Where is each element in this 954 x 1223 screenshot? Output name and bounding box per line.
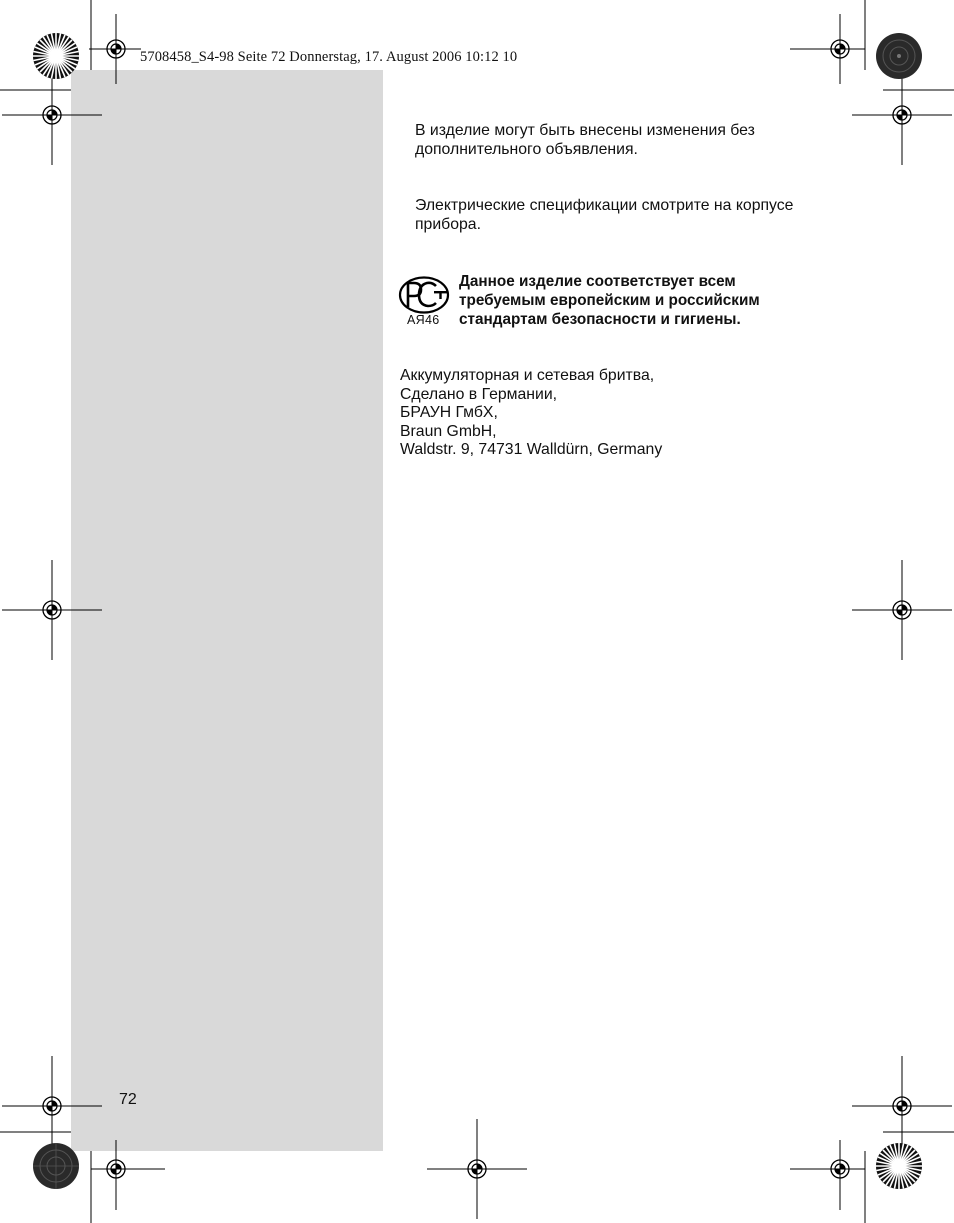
certification-code: АЯ46 [407, 313, 440, 327]
registration-mark-icon [2, 1056, 102, 1156]
registration-mark-icon [2, 560, 102, 660]
star-target-icon [876, 1143, 922, 1189]
text-line: БРАУН ГмбХ, [400, 404, 498, 421]
certification-mark [398, 276, 450, 330]
text-line: Электрические спецификации смотрите на корпусе [415, 197, 794, 214]
text-line: Сделано в Германии, [400, 385, 558, 403]
manufacturer-address [400, 367, 662, 460]
text-line: Waldstr. 9, 74731 Walldürn, Germany [400, 441, 663, 458]
certification-statement [459, 272, 760, 329]
print-slug-header: 5708458_S4-98 Seite 72 Donnerstag, 17. August 2006 10:12 10 [140, 49, 518, 65]
text-line: Braun GmbH, [400, 422, 497, 440]
text-line: Аккумуляторная и сетевая бритва, [400, 367, 655, 384]
gray-target-icon [33, 1143, 79, 1189]
page-number: 72 [119, 1091, 137, 1108]
electrical-spec-paragraph [415, 196, 793, 234]
gray-target-icon [876, 33, 922, 79]
registration-mark-icon [2, 65, 102, 165]
star-target-icon [33, 33, 79, 79]
text-line: Данное изделие соответствует всем [459, 273, 736, 290]
registration-mark-icon [852, 65, 952, 165]
pct-mark-icon [398, 276, 450, 316]
text-line: дополнительного объявления. [415, 141, 638, 158]
change-notice-paragraph [415, 121, 755, 159]
text-line: стандартам безопасности и гигиены. [459, 311, 741, 328]
registration-mark-icon [852, 1056, 952, 1156]
text-line: прибора. [415, 216, 481, 233]
registration-mark-icon [427, 1119, 527, 1219]
text-line: требуемым европейским и российским [459, 292, 760, 309]
text-line: В изделие могут быть внесены изменения без [415, 122, 755, 139]
registration-mark-icon [852, 560, 952, 660]
